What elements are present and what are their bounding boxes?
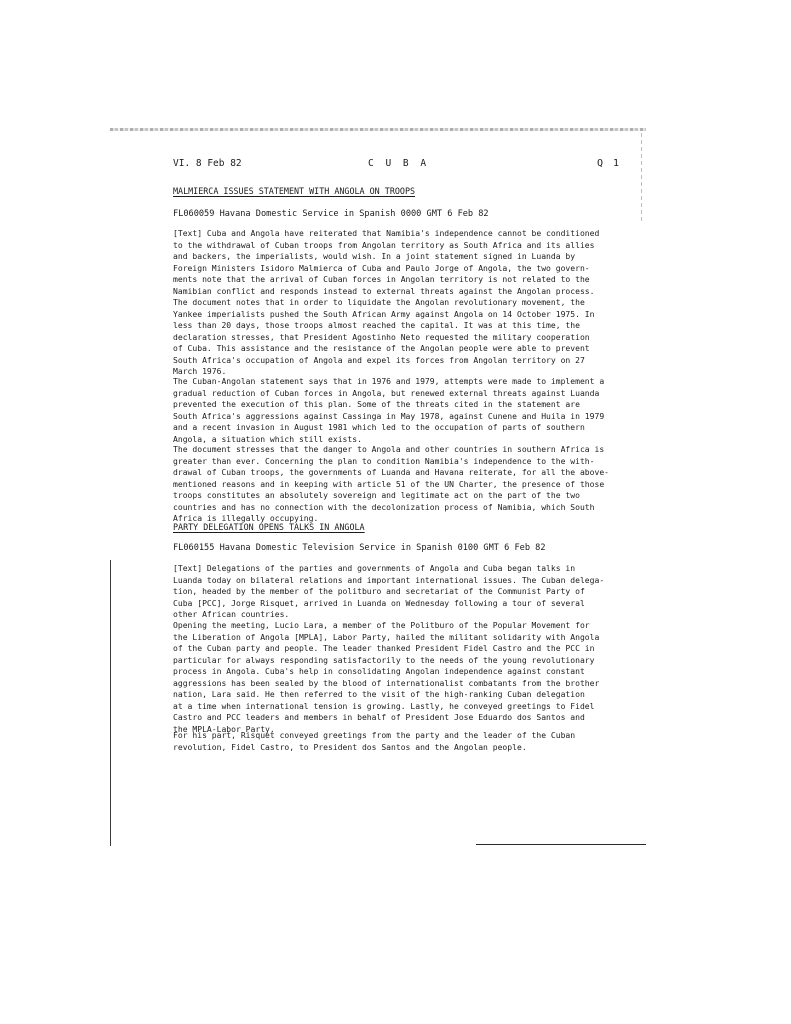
text-line: declaration stresses, that President Agostinho Neto requested the military cooperation [173,332,590,342]
article-1-headline: MALMIERCA ISSUES STATEMENT WITH ANGOLA ON TROOPS [173,186,416,196]
article-1-paragraph-2 [173,297,618,378]
text-line: [Text] Cuba and Angola have reiterated that Namibia's independence cannot be conditioned [173,229,600,238]
text-line: of the Cuban party and people. The leader thanked President Fidel Castro and the PCC in [173,644,595,653]
text-line: March 1976. [173,367,227,376]
text-line: Opening the meeting, Lucio Lara, a member of the Politburo of the Popular Movement for [173,621,590,630]
article-2-dateline: FL060155 Havana Domestic Television Service in Spanish 0100 GMT 6 Feb 82 [173,543,546,553]
scan-right-edge [641,133,642,223]
article-2-paragraph-1 [173,563,618,621]
text-line: and backers, the imperialists, would wish. In a joint statement signed in Luanda by [173,252,576,261]
section-date: VI. 8 Feb 82 [173,158,242,169]
text-line: of Cuba. This assistance and the resistance of the Angolan people were able to prevent [173,344,590,353]
text-line: the Liberation of Angola [MPLA], Labor Party, hailed the militant solidarity with Angola [173,632,600,642]
page-bottom-rule [476,844,646,845]
text-line: The document notes that in order to liquidate the Angolan revolutionary movement, the [173,298,585,307]
text-line: process in Angola. Cuba's help in consolidating Angolan independence against constant [173,667,585,676]
text-line: revolution, Fidel Castro, to President dos Santos and the Angolan people. [173,742,527,752]
text-line: Luanda today on bilateral relations and important international issues. The Cuban delega- [173,575,605,585]
text-line: at a time when international tension is growing. Lastly, he conveyed greetings to Fidel [173,701,595,711]
article-1-dateline: FL060059 Havana Domestic Service in Spanish 0000 GMT 6 Feb 82 [173,209,489,219]
text-line: particular for always responding satisfactorily to the needs of the young revolutionary [173,655,595,665]
text-line: ments note that the arrival of Cuban forces in Angolan territory is not related to the [173,275,590,284]
text-line: to the withdrawal of Cuban troops from Angolan territory as South Africa and its allies [173,240,595,250]
text-line: The Cuban-Angolan statement says that in 1976 and 1979, attempts were made to implement a [173,377,605,386]
text-line: the MPLA-Labor Party. [173,724,275,734]
text-line: Castro and PCC leaders and members in behalf of President Jose Eduardo dos Santos and [173,713,585,722]
country-title: C U B A [368,158,430,169]
text-line: [Text] Delegations of the parties and governments of Angola and Cuba began talks in [173,564,576,573]
text-line: Yankee imperialists pushed the South African Army against Angola on 14 October 1975. In [173,309,595,319]
text-line: Namibian conflict and responds instead to external threats against the Angolan process. [173,286,595,296]
text-line: aggressions has been sealed by the blood of internationalist combatants from the brother [173,678,600,688]
text-line: countries and has no connection with the decolonization process of Namibia, which South [173,502,595,512]
article-2-paragraph-2 [173,620,618,735]
article-2-headline: PARTY DELEGATION OPENS TALKS IN ANGOLA [173,522,365,532]
article-1-paragraph-1 [173,228,618,297]
page-code: Q 1 [597,158,622,169]
text-line: prevented the execution of this plan. Some of the threats cited in the statement are [173,400,580,409]
text-line: South Africa's aggressions against Cassinga in May 1978, against Cunene and Huila in 1979 [173,411,605,421]
text-line: Foreign Ministers Isidoro Malmierca of Cuba and Paulo Jorge of Angola, the two govern- [173,263,590,273]
text-line: less than 20 days, those troops almost reached the capital. It was at this time, the [173,321,580,330]
text-line: nation, Lara said. He then referred to the visit of the high-ranking Cuban delegation [173,690,585,699]
article-1-paragraph-3 [173,376,618,445]
margin-rule [110,560,111,846]
text-line: South Africa's occupation of Angola and expel its forces from Angolan territory on 27 [173,355,585,365]
text-line: mentioned reasons and in keeping with article 51 of the UN Charter, the presence of those [173,479,605,489]
article-2-paragraph-3 [173,730,618,753]
article-1-paragraph-4 [173,444,618,525]
text-line: For his part, Risquet conveyed greetings from the party and the leader of the Cuban [173,731,576,740]
text-line: tion, headed by the member of the politburo and secretariat of the Communist Party of [173,587,585,596]
text-line: Africa is illegally occupying. [173,514,319,523]
text-line: and a recent invasion in August 1981 which led to the occupation of parts of southern [173,423,585,432]
scan-top-rule [110,128,646,131]
text-line: other African countries. [173,610,290,619]
text-line: Angola, a situation which still exists. [173,434,362,444]
text-line: troops constitutes an absolutely sovereign and legitimate act on the part of the two [173,491,580,500]
text-line: greater than ever. Concerning the plan to condition Namibia's independence to the with- [173,456,595,466]
text-line: Cuba [PCC], Jorge Risquet, arrived in Luanda on Wednesday following a tour of several [173,598,585,608]
text-line: drawal of Cuban troops, the governments of Luanda and Havana reiterate, for all the above- [173,468,610,477]
text-line: gradual reduction of Cuban forces in Angola, but renewed external threats against Luanda [173,388,600,398]
text-line: The document stresses that the danger to Angola and other countries in southern Africa is [173,445,605,454]
